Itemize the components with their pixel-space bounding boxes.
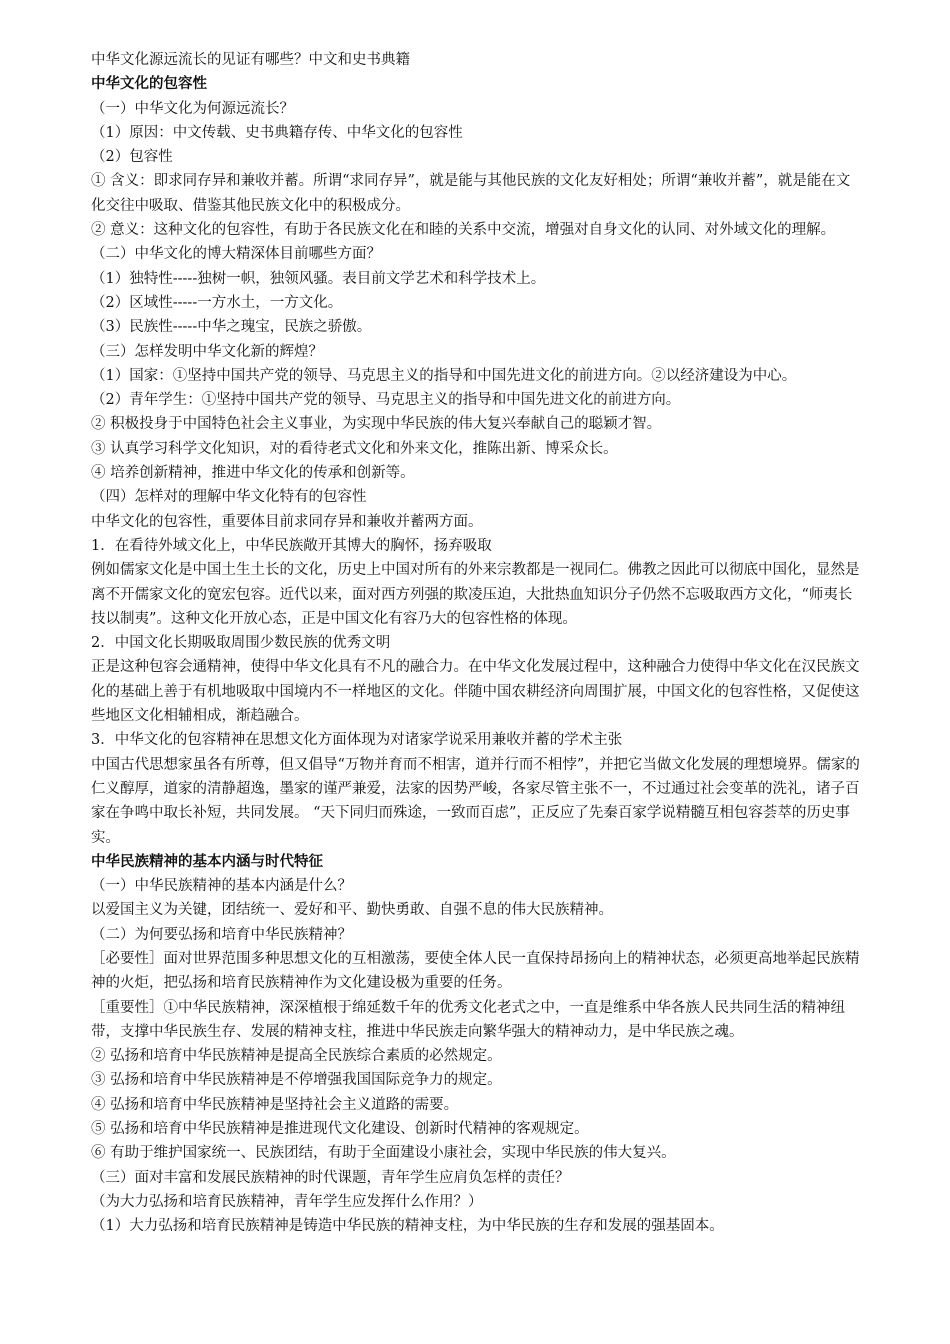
paragraph: （1）大力弘扬和培育民族精神是铸造中华民族的精神支柱，为中华民族的生存和发展的强基固本。 [91, 1218, 724, 1235]
paragraph: （1）国家：①坚持中国共产党的领导、马克思主义的指导和中国先进文化的前进方向。②以经济建设为中心。 [91, 367, 797, 384]
paragraph: 例如儒家文化是中国土生土长的文化，历史上中国对所有的外来宗教都是一视同仁。佛教之因此可以彻底中国化，显然是离不开儒家文化的宽宏包容。近代以来，面对西方列强的欺凌压迫，大批热血知识分子仍然不忘吸取西方文化，“师夷长技以制夷”。这种文化开放心态，正是中国文化有容乃大的包容性格的体现。 [91, 562, 860, 627]
intro-question: 中华文化源远流长的见证有哪些？中文和史书典籍 [91, 52, 410, 68]
paragraph: ① 含义：即求同存异和兼收并蓄。所谓“求同存异”，就是能与其他民族的文化友好相处；所谓“兼收并蓄”，就是能在文化交往中吸取、借鉴其他民族文化中的积极成分。 [91, 173, 851, 214]
paragraph: ③ 认真学习科学文化知识，对的看待老式文化和外来文化，推陈出新、博采众长。 [91, 440, 618, 457]
subsection-1: （一）中华文化为何源远流长？ [91, 100, 294, 117]
paragraph: ② 弘扬和培育中华民族精神是提高全民族综合素质的必然规定。 [91, 1048, 502, 1065]
paragraph: （2）区域性-----一方水土，一方文化。 [91, 294, 343, 311]
paragraph: 1．在看待外域文化上，中华民族敞开其博大的胸怀，扬弃吸取 [91, 537, 492, 554]
paragraph: ② 积极投身于中国特色社会主义事业，为实现中华民族的伟大复兴奉献自己的聪颖才智。 [91, 416, 662, 433]
paragraph: 2．中国文化长期吸取周围少数民族的优秀文明 [91, 635, 391, 652]
paragraph: ② 意义：这种文化的包容性，有助于各民族文化在和睦的关系中交流，增强对自身文化的认同、对外域文化的理解。 [91, 222, 836, 239]
subsection-3: （三）怎样发明中华文化新的辉煌？ [91, 343, 323, 360]
paragraph: 中国古代思想家虽各有所尊，但又倡导“万物并育而不相害，道并行而不相悖”，并把它当做文化发展的理想境界。儒家的仁义醇厚，道家的清静超逸，墨家的谨严兼爱，法家的因势严峻，各家尽管主张不一，不过通过社会变革的洗礼，诸子百家在争鸣中取长补短，共同发展。 “天下同归而殊途，一致而百虑”，正反应了先秦百家学说精髓互相包容荟萃的历史事实。 [91, 756, 860, 846]
paragraph: ⑤ 弘扬和培育中华民族精神是推进现代文化建设、创新时代精神的客观规定。 [91, 1121, 589, 1138]
paragraph: ⑥ 有助于维护国家统一、民族团结，有助于全面建设小康社会，实现中华民族的伟大复兴。 [91, 1145, 676, 1162]
paragraph: （3）民族性-----中华之瑰宝，民族之骄傲。 [91, 319, 372, 336]
paragraph: （为大力弘扬和培育民族精神，青年学生应发挥什么作用？） [91, 1193, 483, 1210]
subsection-4: （四）怎样对的理解中华文化特有的包容性 [91, 489, 367, 506]
paragraph: （1）原因：中文传载、史书典籍存传、中华文化的包容性 [91, 124, 463, 141]
section-heading-national-spirit: 中华民族精神的基本内涵与时代特征 [91, 853, 323, 870]
paragraph: 正是这种包容会通精神，使得中华文化具有不凡的融合力。在中华文化发展过程中，这种融合力使得中华文化在汉民族文化的基础上善于有机地吸取中国境内不一样地区的文化。伴随中国农耕经济向周围扩展，中国文化的包容性格，又促使这些地区文化相辅相成，渐趋融合。 [91, 659, 860, 725]
paragraph: ④ 培养创新精神，推进中华文化的传承和创新等。 [91, 465, 415, 482]
paragraph: （2）包容性 [91, 149, 173, 166]
subsection-2: （二）为何要弘扬和培育中华民族精神？ [91, 926, 352, 943]
paragraph: （1）独特性-----独树一帜，独领风骚。表目前文学艺术和科学技术上。 [91, 270, 546, 287]
paragraph: ［重要性］①中华民族精神，深深植根于绵延数千年的优秀文化老式之中，一直是维系中华各族人民共同生活的精神纽带，支撑中华民族生存、发展的精神支柱，推进中华民族走向繁华强大的精神动力，是中华民族之魂。 [91, 999, 845, 1040]
paragraph: ④ 弘扬和培育中华民族精神是坚持社会主义道路的需要。 [91, 1096, 459, 1113]
paragraph: （2）青年学生：①坚持中国共产党的领导、马克思主义的指导和中国先进文化的前进方向。 [91, 392, 681, 409]
subsection-3: （三）面对丰富和发展民族精神的时代课题，青年学生应肩负怎样的责任？ [91, 1169, 570, 1186]
paragraph: 3．中华文化的包容精神在思想文化方面体现为对诸家学说采用兼收并蓄的学术主张 [91, 732, 623, 749]
paragraph: ③ 弘扬和培育中华民族精神是不停增强我国国际竞争力的规定。 [91, 1072, 502, 1089]
section-heading-inclusiveness: 中华文化的包容性 [91, 76, 207, 93]
paragraph: 以爱国主义为关键，团结统一、爱好和平、勤快勇敢、自强不息的伟大民族精神。 [91, 902, 613, 919]
paragraph: ［必要性］面对世界范围多种思想文化的互相激荡，要使全体人民一直保持昂扬向上的精神状态，必须更高地举起民族精神的火炬，把弘扬和培育民族精神作为文化建设极为重要的任务。 [91, 950, 860, 992]
subsection-2: （二）中华文化的博大精深体目前哪些方面？ [91, 246, 381, 263]
paragraph: 中华文化的包容性，重要体目前求同存异和兼收并蓄两方面。 [91, 513, 483, 530]
subsection-1: （一）中华民族精神的基本内涵是什么？ [91, 878, 352, 895]
